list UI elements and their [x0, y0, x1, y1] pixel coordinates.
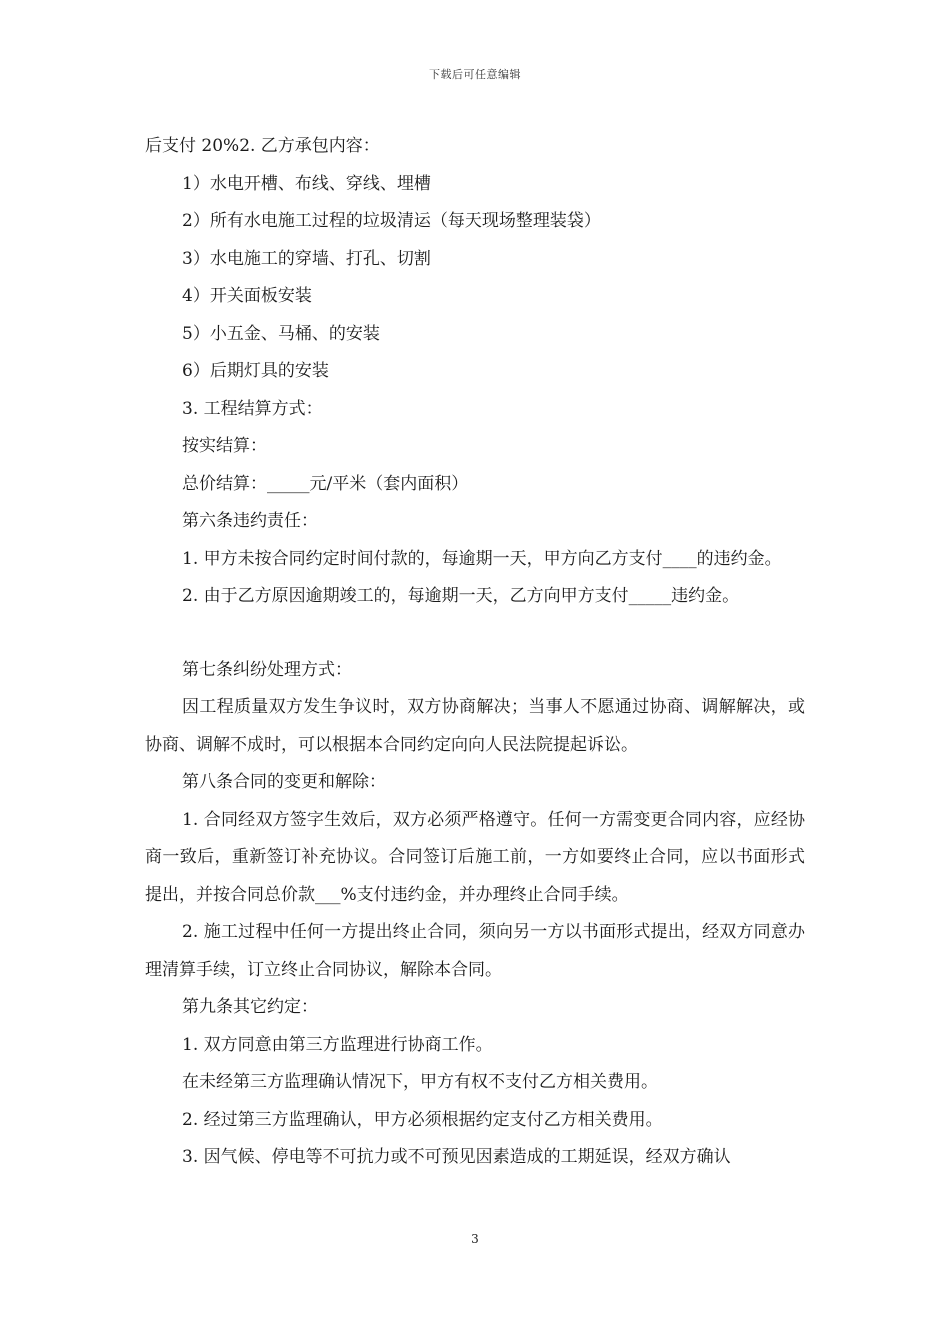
article-heading-7: 第七条纠纷处理方式：	[182, 659, 352, 680]
paragraph: 总价结算：_____元/平米（套内面积）	[182, 473, 469, 494]
paragraph: 2. 经过第三方监理确认，甲方必须根据约定支付乙方相关费用。	[182, 1109, 663, 1130]
paragraph: 1. 双方同意由第三方监理进行协商工作。	[182, 1034, 493, 1055]
list-item: 3）水电施工的穿墙、打孔、切割	[182, 248, 431, 269]
list-item: 4）开关面板安装	[182, 286, 312, 306]
paragraph: 2. 由于乙方原因逾期竣工的，每逾期一天，乙方向甲方支付_____违约金。	[182, 586, 740, 606]
article-heading-6: 第六条违约责任：	[182, 511, 318, 531]
article-heading-9: 第九条其它约定：	[182, 997, 318, 1017]
page-header: 下载后可任意编辑	[429, 68, 521, 81]
list-item: 5）小五金、马桶、的安装	[182, 323, 380, 344]
paragraph-payment-tail: 后支付 20%2. 乙方承包内容：	[145, 136, 380, 156]
paragraph: 1. 甲方未按合同约定时间付款的，每逾期一天，甲方向乙方支付____的违约金。	[182, 548, 782, 569]
blank-line	[145, 616, 805, 652]
list-item: 2）所有水电施工过程的垃圾清运（每天现场整理装袋）	[182, 211, 601, 231]
paragraph: 1. 合同经双方签字生效后，双方必须严格遵守。任何一方需变更合同内容，应经协商一致后，重新签订补充协议。合同签订后施工前，一方如要终止合同，应以书面形式提出，并按合同总价款___%支付违约金，并办理终止合同手续。	[145, 809, 805, 905]
paragraph: 2. 施工过程中任何一方提出终止合同，须向另一方以书面形式提出，经双方同意办理清算手续，订立终止合同协议，解除本合同。	[145, 922, 805, 980]
page-number: 3	[471, 1232, 479, 1246]
document-body	[145, 128, 805, 1177]
list-item: 1）水电开槽、布线、穿线、埋槽	[182, 173, 431, 194]
paragraph: 3. 因气候、停电等不可抗力或不可预见因素造成的工期延误，经双方确认	[182, 1147, 731, 1167]
paragraph: 按实结算：	[182, 436, 267, 456]
paragraph: 在未经第三方监理确认情况下，甲方有权不支付乙方相关费用。	[182, 1072, 658, 1092]
paragraph: 因工程质量双方发生争议时，双方协商解决；当事人不愿通过协商、调解解决，或协商、调解不成时，可以根据本合同约定向向人民法院提起诉讼。	[145, 697, 805, 755]
list-item: 6）后期灯具的安装	[182, 361, 329, 381]
article-heading-8: 第八条合同的变更和解除：	[182, 772, 386, 792]
section-heading-settlement: 3. 工程结算方式：	[182, 398, 323, 419]
